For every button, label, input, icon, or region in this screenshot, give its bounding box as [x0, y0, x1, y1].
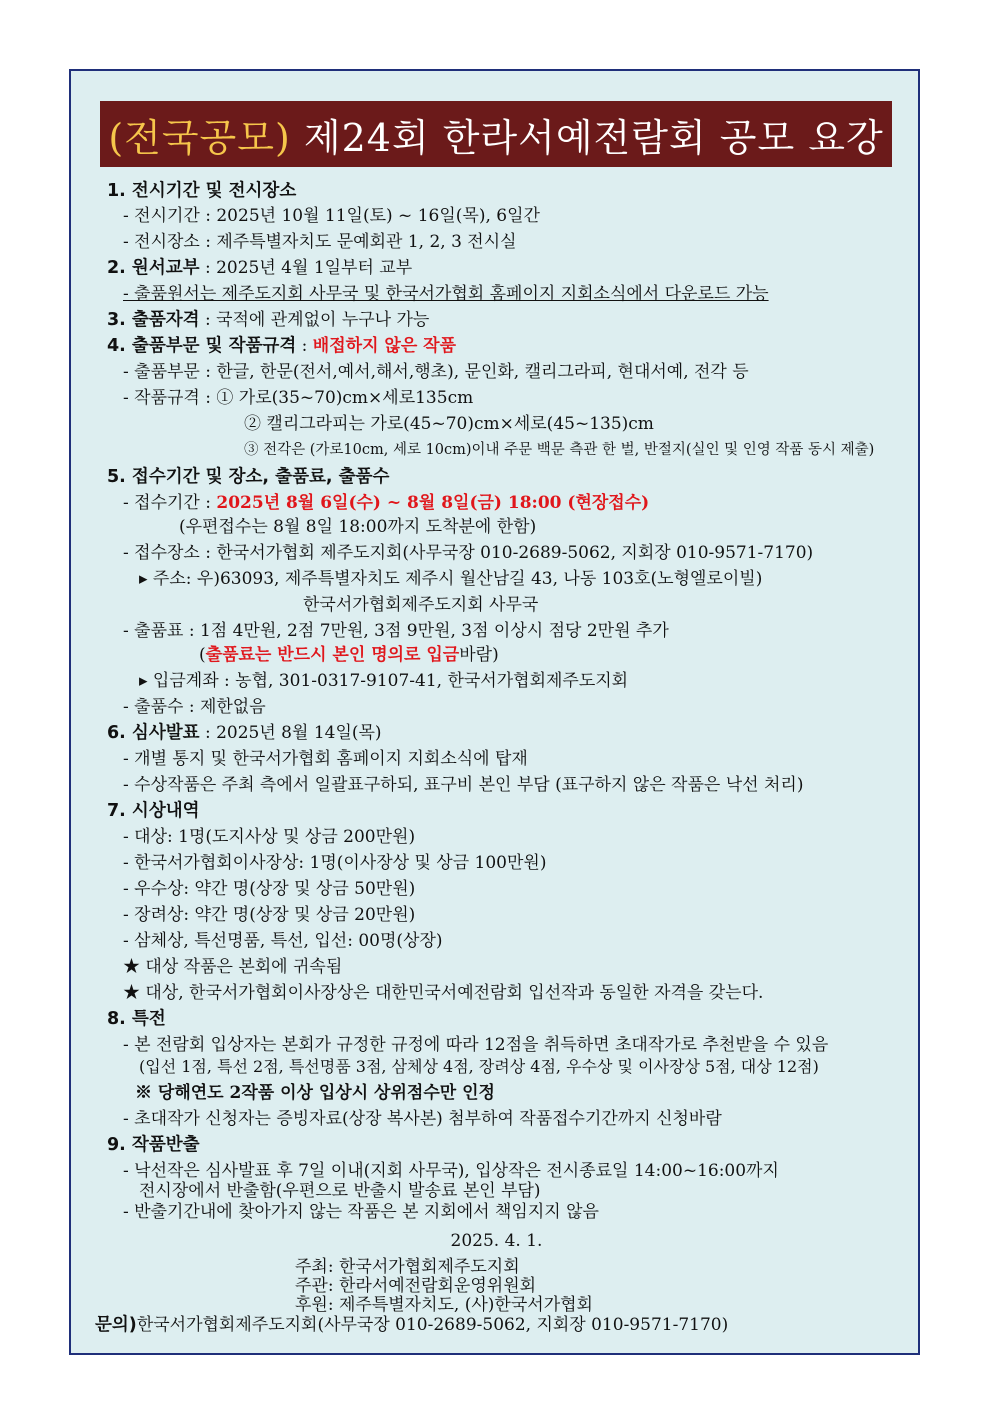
- privilege-2: - 초대작가 신청자는 증빙자료(상장 복사본) 첨부하여 작품접수기간까지 신청바람: [123, 1109, 722, 1129]
- section-4-line: [107, 334, 456, 358]
- organizer: 주관: 한라서예전람회운영위원회: [295, 1276, 537, 1296]
- section-5-heading: 5. 접수기간 및 장소, 출품료, 출품수: [107, 467, 390, 487]
- award-encouragement: - 장려상: 약간 명(상장 및 상금 20만원): [123, 905, 416, 925]
- work-spec-3: ③ 전각은 (가로10cm, 세로 10cm)이내 주문 백문 측관 한 벌, 반절지(실인 및 인영 작품 동시 제출): [244, 442, 875, 458]
- judging-note-2: - 수상작품은 주최 측에서 일괄표구하되, 표구비 본인 부담 (표구하지 않은 작품은 낙선 처리): [123, 775, 804, 795]
- section-2-line: [107, 256, 412, 280]
- entry-count: - 출품수 : 제한없음: [123, 697, 266, 717]
- reception-period-label: - 접수기간 :: [123, 493, 217, 513]
- title-prefix: (전국공모): [108, 115, 291, 160]
- office-address: ▸ 주소: 우)63093, 제주특별자치도 제주시 월산남길 43, 나동 103호(노형엘로이빌): [139, 569, 763, 589]
- application-download-note: - 출품원서는 제주도지회 사무국 및 한국서가협회 홈페이지 지회소식에서 다운로드 가능: [123, 284, 769, 304]
- award-excellence: - 우수상: 약간 명(상장 및 상금 50만원): [123, 879, 416, 899]
- section-3-line: [107, 308, 429, 332]
- privilege-points: (입선 1점, 특선 2점, 특선명품 3점, 삼체상 4점, 장려상 4점, 우수상 및 이사장상 5점, 대상 12점): [139, 1057, 819, 1076]
- return-2: - 반출기간내에 찾아가지 않는 작품은 본 지회에서 책임지지 않음: [123, 1202, 599, 1222]
- section-4-separator: :: [296, 336, 313, 356]
- application-distribution: : 2025년 4월 1일부터 교부: [199, 258, 413, 278]
- entry-fee: - 출품표 : 1점 4만원, 2점 7만원, 3점 9만원, 3점 이상시 점당 2만원 추가: [123, 621, 669, 641]
- reception-period: 2025년 8월 6일(수) ~ 8월 8일(금) 18:00 (현장접수): [216, 493, 650, 513]
- section-1-heading: 1. 전시기간 및 전시장소: [107, 181, 297, 201]
- entry-fee-note: [199, 643, 499, 667]
- exhibition-venue: - 전시장소 : 제주특별자치도 문예회관 1, 2, 3 전시실: [123, 232, 517, 252]
- award-chairman: - 한국서가협회이사장상: 1명(이사장상 및 상금 100만원): [123, 853, 547, 873]
- section-6-line: [107, 721, 382, 745]
- privilege-1: - 본 전람회 입상자는 본회가 규정한 규정에 따라 12점을 취득하면 초대작가로 추천받을 수 있음: [123, 1035, 829, 1055]
- unmounted-work-note: 배접하지 않은 작품: [312, 336, 457, 356]
- section-3-heading: 3. 출품자격: [107, 310, 200, 330]
- section-2-heading: 2. 원서교부: [107, 258, 200, 278]
- award-note-2: ★ 대상, 한국서가협회이사장상은 대한민국서예전람회 입선작과 동일한 자격을 갖는다.: [123, 983, 764, 1003]
- section-8-heading: 8. 특전: [107, 1009, 166, 1029]
- sponsor: 후원: 제주특별자치도, (사)한국서가협회: [295, 1295, 593, 1315]
- exhibition-period: - 전시기간 : 2025년 10월 11일(토) ~ 16일(목), 6일간: [123, 206, 540, 226]
- reception-place: - 접수장소 : 한국서가협회 제주도지회(사무국장 010-2689-5062, 지회장 010-9571-7170): [123, 543, 814, 563]
- title-banner: [100, 101, 892, 167]
- judging-date: : 2025년 8월 14일(목): [199, 723, 382, 743]
- host: 주최: 한국서가협회제주도지회: [295, 1257, 520, 1277]
- section-9-heading: 9. 작품반출: [107, 1135, 200, 1155]
- work-spec-2: ② 캘리그라피는 가로(45~70)cm×세로(45~135)cm: [244, 414, 654, 434]
- title-text: 제24회 한라서예전람회 공모 요강: [290, 115, 884, 160]
- award-grand: - 대상: 1명(도지사상 및 상금 200만원): [123, 827, 416, 847]
- inquiry-contact: 한국서가협회제주도지회(사무국장 010-2689-5062, 지회장 010-9571-7170): [136, 1315, 729, 1335]
- page-title: [108, 107, 883, 162]
- postal-reception-note: (우편접수는 8월 8일 18:00까지 도착분에 한함): [179, 517, 537, 537]
- fee-note-open: (: [199, 645, 206, 665]
- privilege-rule: ※ 당해연도 2작품 이상 입상시 상위점수만 인정: [135, 1083, 495, 1103]
- section-6-heading: 6. 심사발표: [107, 723, 200, 743]
- office-name: 한국서가협회제주도지회 사무국: [303, 595, 539, 615]
- award-note-1: ★ 대상 작품은 본회에 귀속됨: [123, 957, 343, 977]
- inquiry-label: 문의): [95, 1315, 137, 1335]
- notice-frame: [69, 69, 920, 1355]
- return-1: - 낙선작은 심사발표 후 7일 이내(지회 사무국), 입상작은 전시종료일 14:00~16:00까지: [123, 1161, 779, 1181]
- inquiry-line: [95, 1313, 728, 1337]
- work-spec-1: - 작품규격 : ① 가로(35~70)cm×세로135cm: [123, 388, 474, 408]
- deposit-account: ▸ 입금계좌 : 농협, 301-0317-9107-41, 한국서가협회제주도지회: [139, 671, 629, 691]
- return-1-cont: 전시장에서 반출함(우편으로 반출시 발송료 본인 부담): [139, 1181, 541, 1201]
- section-7-heading: 7. 시상내역: [107, 801, 200, 821]
- reception-period-line: [123, 491, 649, 515]
- notice-date: 2025. 4. 1.: [450, 1231, 543, 1251]
- fee-note-close: 바람): [459, 645, 499, 665]
- fee-note-red: 출품료는 반드시 본인 명의로 입금: [205, 645, 460, 665]
- eligibility-text: : 국적에 관계없이 누구나 가능: [199, 310, 430, 330]
- award-others: - 삼체상, 특선명품, 특선, 입선: 00명(상장): [123, 931, 443, 951]
- entry-divisions: - 출품부문 : 한글, 한문(전서,예서,해서,행초), 문인화, 캘리그라피, 현대서예, 전각 등: [123, 362, 749, 382]
- section-4-heading: 4. 출품부문 및 작품규격: [107, 336, 297, 356]
- judging-note-1: - 개별 통지 및 한국서가협회 홈페이지 지회소식에 탑재: [123, 749, 528, 769]
